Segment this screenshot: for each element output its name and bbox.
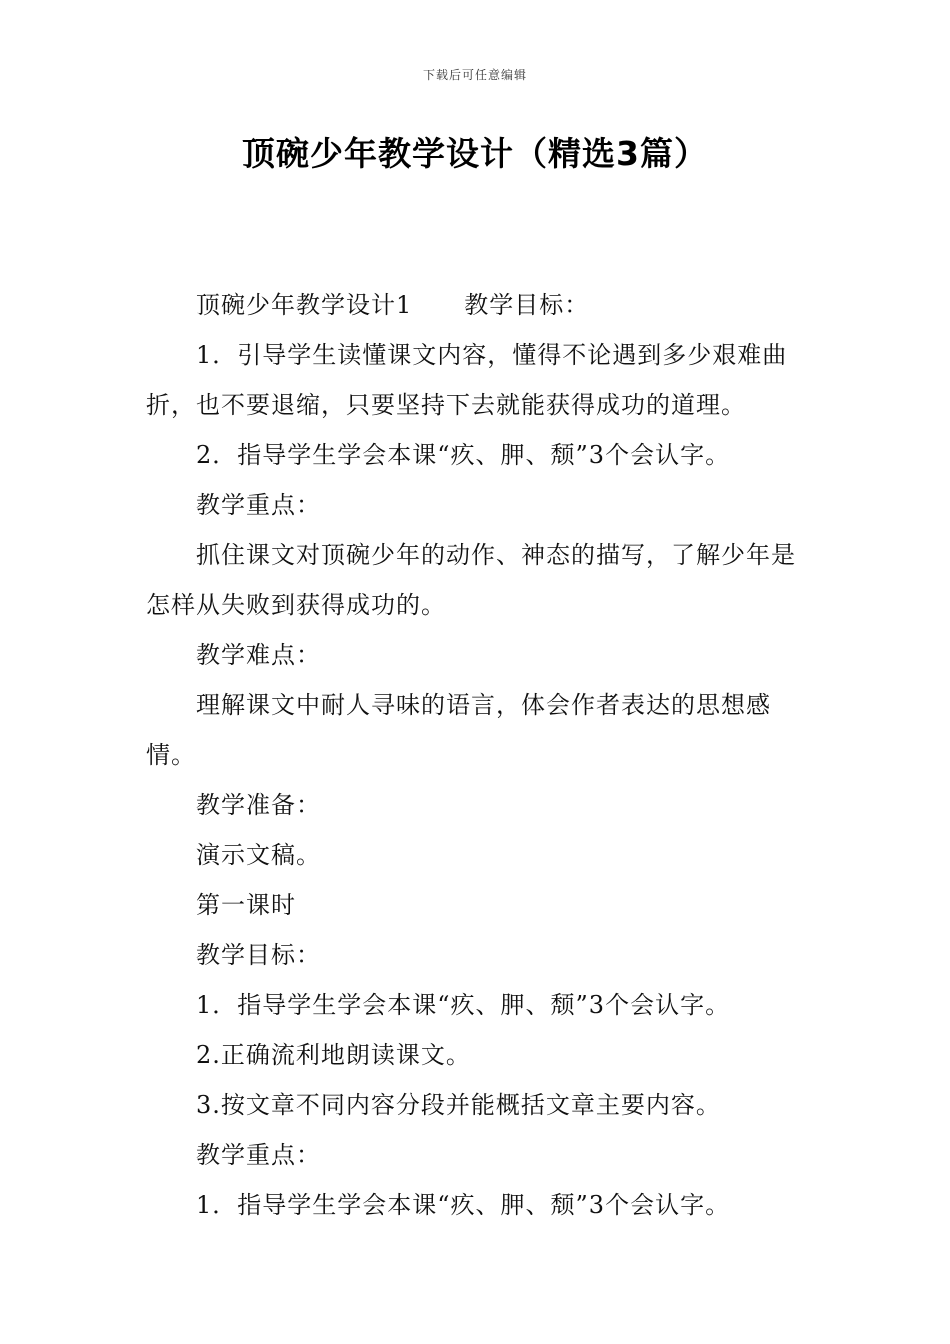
paragraph-intro — [146, 280, 810, 330]
paragraph: 抓住课文对顶碗少年的动作、神态的描写，了解少年是怎样从失败到获得成功的。 — [146, 541, 796, 619]
paragraph: 演示文稿。 — [196, 841, 321, 869]
paragraph: 2.正确流利地朗读课文。 — [196, 1041, 471, 1069]
paragraph: 教学重点： — [196, 491, 321, 519]
document-body — [146, 280, 810, 1230]
paragraph: 第一课时 — [196, 891, 296, 919]
document-title: 顶碗少年教学设计（精选3篇） — [242, 134, 708, 173]
paragraph: 1．引导学生读懂课文内容，懂得不论遇到多少艰难曲折，也不要退缩，只要坚持下去就能获得成功的道理。 — [146, 341, 788, 419]
paragraph: 1．指导学生学会本课“疚、胛、颓”3个会认字。 — [196, 991, 731, 1019]
paragraph: 教学难点： — [196, 641, 321, 669]
paragraph: 1．指导学生学会本课“疚、胛、颓”3个会认字。 — [196, 1191, 731, 1219]
objectives-heading: 教学目标： — [464, 291, 590, 319]
paragraph: 3.按文章不同内容分段并能概括文章主要内容。 — [196, 1091, 721, 1119]
paragraph: 2．指导学生学会本课“疚、胛、颓”3个会认字。 — [196, 441, 731, 469]
paragraph: 教学目标： — [196, 941, 321, 969]
paragraph: 教学准备： — [196, 791, 321, 819]
paragraph: 理解课文中耐人寻味的语言，体会作者表达的思想感情。 — [146, 691, 771, 769]
paragraph: 教学重点： — [196, 1141, 321, 1169]
page-header-note: 下载后可任意编辑 — [422, 68, 527, 82]
section-heading: 顶碗少年教学设计1 — [196, 291, 413, 319]
